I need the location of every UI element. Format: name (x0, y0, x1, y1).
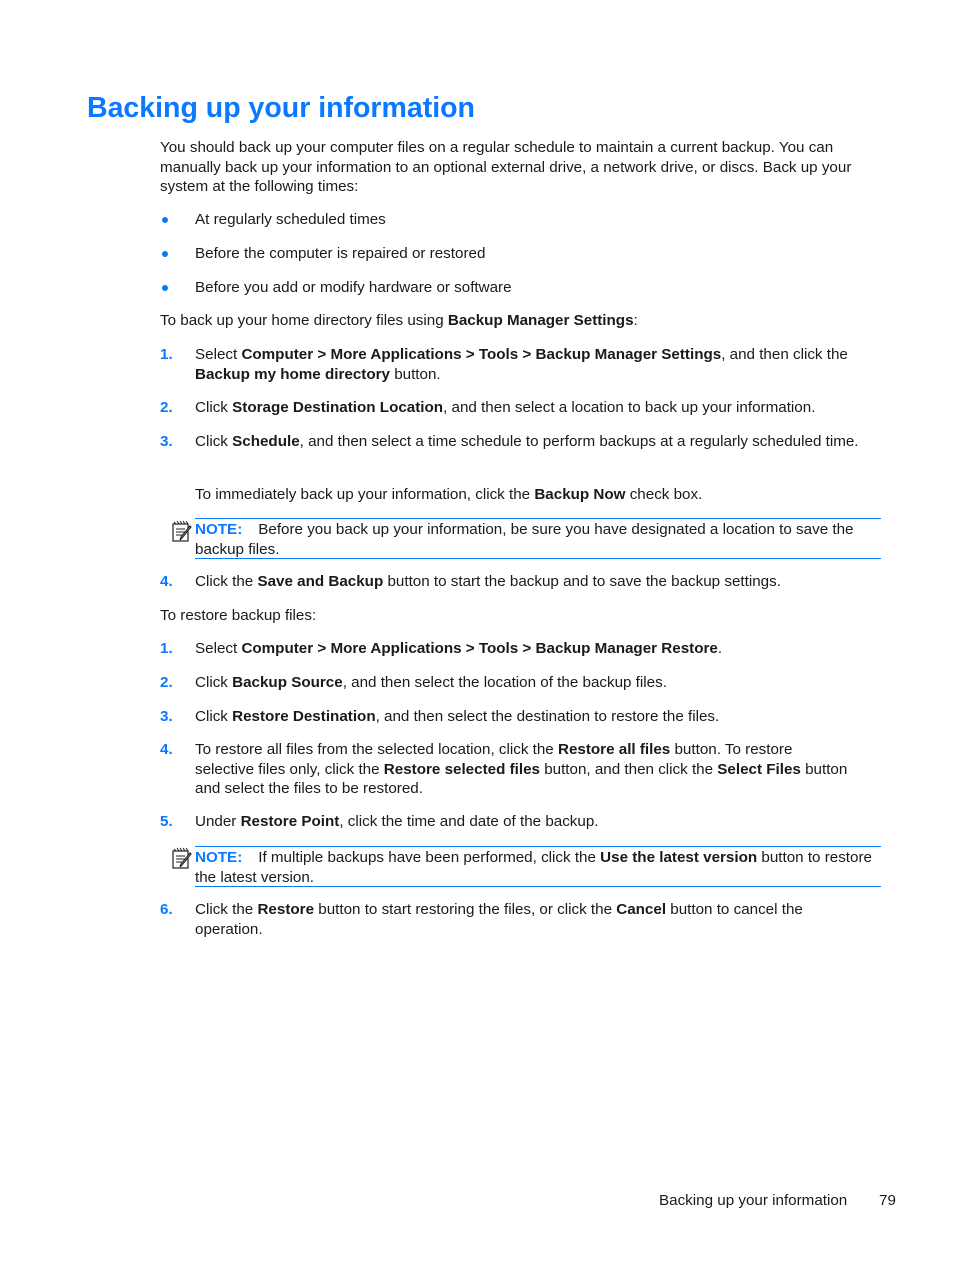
restore-step-4: To restore all files from the selected location, click the Restore all files button. To restore selective files only, click the Restore selected files button, and then click the Select Files button and select the files to be restored. (195, 741, 848, 798)
backup-intro: To back up your home directory files using Backup Manager Settings: (160, 312, 638, 329)
bullet-item: At regularly scheduled times (195, 211, 386, 228)
restore-step-3: Click Restore Destination, and then select the destination to restore the files. (195, 708, 720, 725)
bullet-item: Before you add or modify hardware or software (195, 279, 512, 296)
intro-paragraph: You should back up your computer files on a regular schedule to maintain a current backup. You can manually back up your information to an optional external drive, a network drive, or discs. Back up your system at the following times: (160, 139, 852, 196)
note-icon (170, 520, 194, 544)
backup-step-3-extra: To immediately back up your information, click the Backup Now check box. (195, 486, 703, 503)
step-number: 1. (160, 346, 173, 363)
note-text: NOTE: If multiple backups have been performed, click the Use the latest version button to restore the latest version. (195, 849, 872, 886)
note-icon (170, 847, 194, 871)
step-number: 5. (160, 813, 173, 830)
footer-section-title: Backing up your information (659, 1192, 848, 1209)
step-number: 3. (160, 433, 173, 450)
restore-step-1: Select Computer > More Applications > Tools > Backup Manager Restore. (195, 640, 723, 657)
restore-intro: To restore backup files: (160, 607, 317, 624)
backup-step-3: Click Schedule, and then select a time schedule to perform backups at a regularly scheduled time. (195, 433, 859, 450)
step-number: 4. (160, 573, 173, 590)
step-number: 6. (160, 901, 173, 918)
restore-step-6: Click the Restore button to start restoring the files, or click the Cancel button to cancel the operation. (195, 901, 803, 938)
note-text: NOTE: Before you back up your information, be sure you have designated a location to save the backup files. (195, 521, 854, 558)
backup-step-4: Click the Save and Backup button to start the backup and to save the backup settings. (195, 573, 781, 590)
restore-step-2: Click Backup Source, and then select the location of the backup files. (195, 674, 667, 691)
bullet-item: Before the computer is repaired or restored (195, 245, 486, 262)
step-number: 3. (160, 708, 173, 725)
note-box (195, 846, 881, 887)
step-number: 1. (160, 640, 173, 657)
bullet-dot (162, 251, 168, 257)
note-box (195, 518, 881, 559)
bullet-dot (162, 217, 168, 223)
bullet-dot (162, 285, 168, 291)
backup-step-1: Select Computer > More Applications > Tools > Backup Manager Settings, and then click the Backup my home directory button. (195, 346, 848, 383)
page-number: 79 (879, 1192, 896, 1209)
restore-step-5: Under Restore Point, click the time and date of the backup. (195, 813, 599, 830)
backup-step-2: Click Storage Destination Location, and then select a location to back up your information. (195, 399, 816, 416)
page-title: Backing up your information (87, 92, 475, 124)
step-number: 4. (160, 741, 173, 758)
step-number: 2. (160, 674, 173, 691)
step-number: 2. (160, 399, 173, 416)
